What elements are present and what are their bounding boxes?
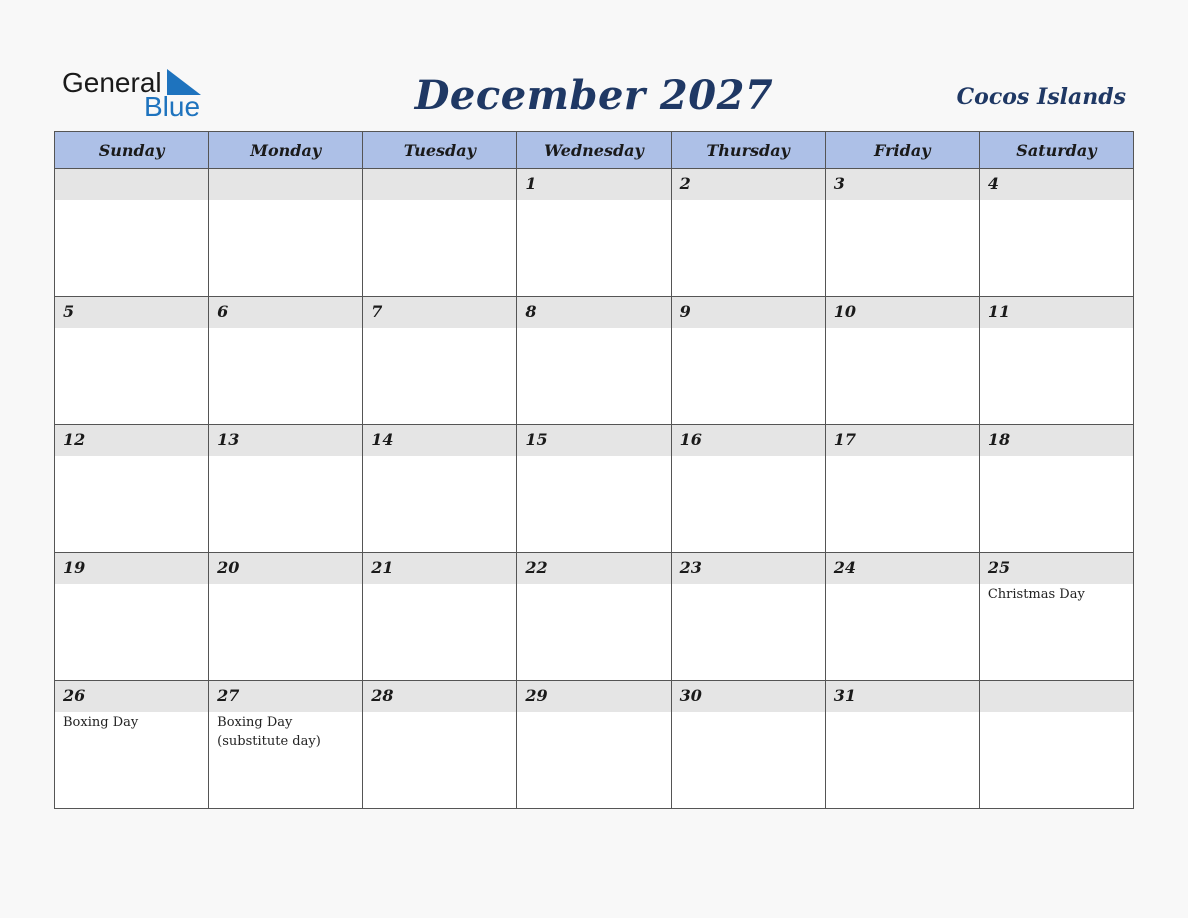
holiday-label — [363, 328, 516, 329]
weekday-header: Monday — [209, 132, 363, 169]
holiday-label — [826, 712, 979, 713]
day-number: 26 — [63, 686, 86, 705]
holiday-label — [209, 584, 362, 585]
day-cell — [671, 297, 825, 425]
holiday-label — [209, 456, 362, 457]
day-cell — [825, 425, 979, 553]
weekday-header: Thursday — [671, 132, 825, 169]
day-number-bar — [826, 425, 979, 456]
day-number-bar — [826, 297, 979, 328]
day-cell — [55, 169, 209, 297]
logo-text-blue: Blue — [144, 91, 201, 122]
day-cell — [55, 681, 209, 809]
day-number: 21 — [371, 558, 394, 577]
day-cell — [825, 681, 979, 809]
day-number: 29 — [525, 686, 548, 705]
day-number-bar — [363, 553, 516, 584]
day-number: 2 — [679, 174, 691, 193]
day-cell — [209, 169, 363, 297]
holiday-label — [363, 200, 516, 201]
day-number-bar — [363, 425, 516, 456]
day-number: 11 — [987, 302, 1011, 321]
holiday-label — [672, 328, 825, 329]
day-number: 16 — [679, 430, 702, 449]
day-number-bar — [672, 169, 825, 200]
day-number-bar — [672, 681, 825, 712]
holiday-label — [55, 328, 208, 329]
day-number-bar — [363, 681, 516, 712]
weekday-header-row — [55, 132, 1134, 169]
holiday-label — [55, 200, 208, 201]
day-number: 22 — [525, 558, 548, 577]
day-number-bar — [363, 297, 516, 328]
holiday-label — [363, 584, 516, 585]
weekday-header: Saturday — [979, 132, 1133, 169]
holiday-label — [826, 328, 979, 329]
day-cell — [671, 681, 825, 809]
day-number-bar — [55, 169, 208, 200]
day-number-bar — [209, 425, 362, 456]
holiday-label — [980, 456, 1133, 457]
holiday-label — [517, 584, 670, 585]
day-number-bar — [55, 297, 208, 328]
day-number-bar — [672, 425, 825, 456]
holiday-label — [826, 456, 979, 457]
week-row — [55, 681, 1134, 809]
day-number-bar — [517, 553, 670, 584]
day-cell — [517, 681, 671, 809]
day-number: 10 — [833, 302, 856, 321]
holiday-label — [517, 712, 670, 713]
day-number: 18 — [987, 430, 1011, 449]
weekday-header: Tuesday — [363, 132, 517, 169]
day-number: 14 — [371, 430, 394, 449]
day-cell — [363, 297, 517, 425]
day-cell — [517, 169, 671, 297]
day-cell — [363, 553, 517, 681]
day-cell — [209, 297, 363, 425]
holiday-label — [980, 712, 1133, 713]
day-number: 25 — [987, 558, 1011, 577]
day-number: 20 — [217, 558, 240, 577]
day-number-bar — [980, 681, 1133, 712]
day-number: 19 — [63, 558, 86, 577]
day-number-bar — [55, 425, 208, 456]
day-number-bar — [980, 297, 1133, 328]
day-cell — [363, 681, 517, 809]
day-cell — [209, 425, 363, 553]
day-cell — [979, 681, 1133, 809]
day-number: 24 — [833, 558, 856, 577]
day-number: 15 — [525, 430, 548, 449]
day-number-bar — [209, 681, 362, 712]
holiday-label — [980, 200, 1133, 201]
weekday-header: Wednesday — [517, 132, 671, 169]
country-name: Cocos Islands — [956, 84, 1126, 110]
holiday-label — [672, 584, 825, 585]
day-cell — [825, 297, 979, 425]
day-number: 30 — [679, 686, 702, 705]
week-row — [55, 553, 1134, 681]
day-number-bar — [672, 553, 825, 584]
day-cell — [517, 297, 671, 425]
holiday-label — [363, 712, 516, 713]
week-row — [55, 425, 1134, 553]
day-number: 7 — [371, 302, 383, 321]
holiday-label — [672, 456, 825, 457]
calendar-grid — [54, 131, 1134, 809]
calendar-title: December 2027 — [414, 72, 774, 119]
day-number-bar — [517, 425, 670, 456]
day-cell — [209, 681, 363, 809]
day-number: 8 — [525, 302, 537, 321]
day-number-bar — [980, 169, 1133, 200]
holiday-label — [672, 200, 825, 201]
day-number-bar — [55, 553, 208, 584]
holiday-label — [517, 200, 670, 201]
day-cell — [979, 553, 1133, 681]
day-number-bar — [980, 553, 1133, 584]
holiday-label — [55, 584, 208, 585]
holiday-label: Boxing Day — [63, 715, 139, 730]
day-cell — [979, 425, 1133, 553]
day-number: 31 — [833, 686, 856, 705]
day-number: 27 — [217, 686, 240, 705]
holiday-label — [672, 712, 825, 713]
holiday-label: Christmas Day — [987, 587, 1085, 602]
day-cell — [517, 425, 671, 553]
week-row — [55, 297, 1134, 425]
day-number-bar — [672, 297, 825, 328]
day-number: 23 — [679, 558, 702, 577]
weekday-header: Sunday — [55, 132, 209, 169]
holiday-label — [826, 200, 979, 201]
holiday-label — [209, 328, 362, 329]
day-number-bar — [209, 297, 362, 328]
day-cell — [825, 553, 979, 681]
day-number-bar — [209, 553, 362, 584]
day-number-bar — [980, 425, 1133, 456]
day-number: 13 — [217, 430, 240, 449]
day-cell — [209, 553, 363, 681]
day-cell — [979, 297, 1133, 425]
day-number-bar — [55, 681, 208, 712]
day-cell — [671, 425, 825, 553]
day-number-bar — [826, 553, 979, 584]
day-cell — [671, 169, 825, 297]
day-number-bar — [517, 681, 670, 712]
holiday-label: Boxing Day (substitute day) — [217, 715, 321, 749]
day-cell — [517, 553, 671, 681]
day-number: 4 — [987, 174, 999, 193]
day-number-bar — [826, 681, 979, 712]
day-cell — [363, 169, 517, 297]
holiday-label — [209, 200, 362, 201]
holiday-label — [55, 456, 208, 457]
day-cell — [671, 553, 825, 681]
logo-text-general: General — [62, 67, 162, 98]
holiday-label — [826, 584, 979, 585]
day-number: 12 — [63, 430, 86, 449]
generalblue-logo — [62, 66, 222, 126]
day-cell — [979, 169, 1133, 297]
holiday-label — [980, 328, 1133, 329]
holiday-label — [363, 456, 516, 457]
day-cell — [55, 553, 209, 681]
day-number-bar — [363, 169, 516, 200]
day-number-bar — [826, 169, 979, 200]
day-number-bar — [517, 297, 670, 328]
weekday-header: Friday — [825, 132, 979, 169]
day-number-bar — [517, 169, 670, 200]
day-number-bar — [209, 169, 362, 200]
day-number: 5 — [63, 302, 75, 321]
day-number: 3 — [833, 174, 845, 193]
holiday-label — [517, 328, 670, 329]
day-number: 17 — [833, 430, 856, 449]
day-cell — [825, 169, 979, 297]
day-cell — [363, 425, 517, 553]
week-row — [55, 169, 1134, 297]
holiday-label — [517, 456, 670, 457]
day-number: 28 — [371, 686, 394, 705]
day-number: 9 — [679, 302, 691, 321]
day-cell — [55, 425, 209, 553]
day-number: 6 — [217, 302, 229, 321]
day-number: 1 — [525, 174, 537, 193]
day-cell — [55, 297, 209, 425]
